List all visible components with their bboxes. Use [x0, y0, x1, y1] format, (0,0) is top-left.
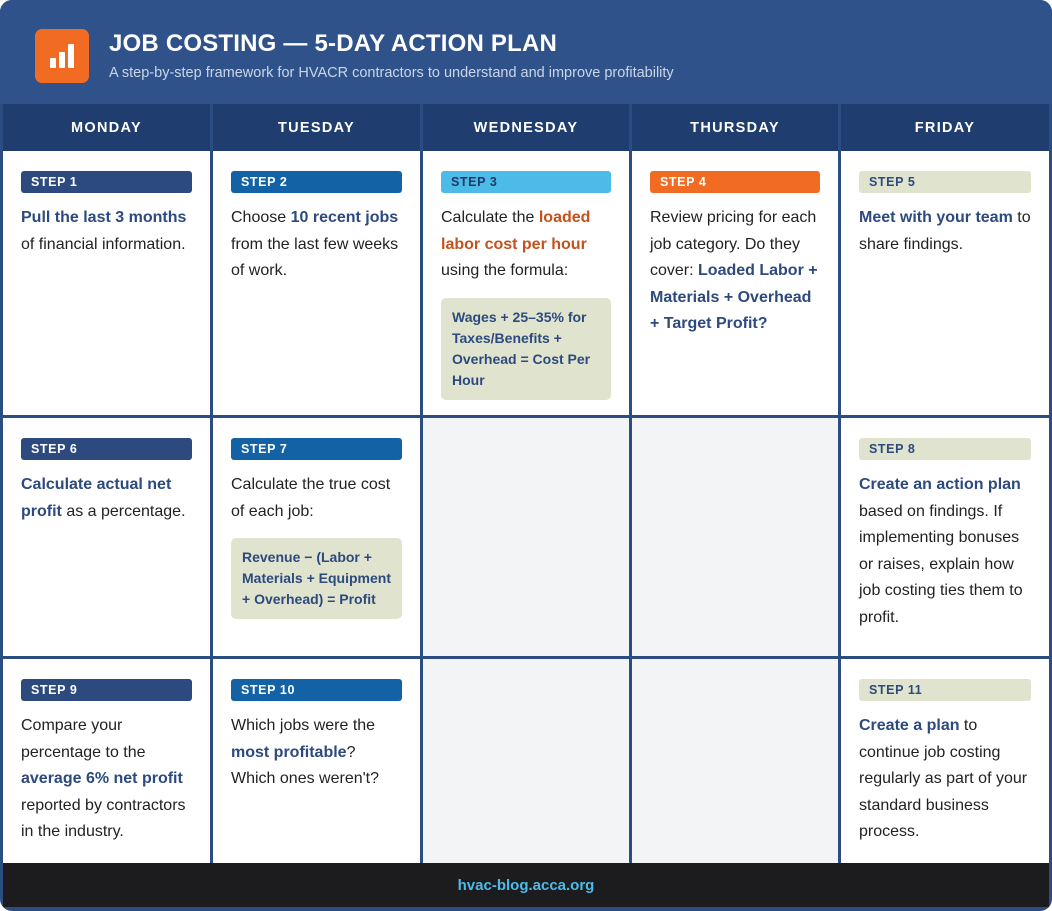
empty-cell: [423, 418, 629, 656]
step-text: Pull the last 3 months of financial information.: [21, 209, 187, 253]
day-header-thursday: THURSDAY: [632, 104, 838, 151]
step-badge: STEP 8: [859, 438, 1031, 460]
formula-box: Revenue − (Labor + Materials + Equipment + Overhead) = Profit: [231, 538, 402, 619]
step-badge: STEP 6: [21, 438, 192, 460]
step-text: Create a plan to continue job costing regularly as part of your standard business process.: [859, 717, 1028, 840]
page-subtitle: A step-by-step framework for HVACR contractors to understand and improve profitability: [109, 65, 674, 81]
step-8-cell: [841, 418, 1049, 656]
step-text: Compare your percentage to the average 6% net profit reported by contractors in the industry.: [21, 717, 186, 840]
empty-cell: [632, 418, 838, 656]
step-text: Which jobs were the most profitable? Which ones weren't?: [231, 717, 380, 787]
step-badge: STEP 10: [231, 679, 402, 701]
step-badge: STEP 5: [859, 171, 1031, 193]
page-title: JOB COSTING — 5-DAY ACTION PLAN: [109, 30, 558, 57]
day-header-tuesday: TUESDAY: [213, 104, 420, 151]
step-1-cell: [3, 151, 210, 415]
step-badge: STEP 7: [231, 438, 402, 460]
step-text: Calculate actual net profit as a percentage.: [21, 476, 186, 520]
step-text: Calculate the loaded labor cost per hour using the formula:: [441, 209, 591, 279]
plan-grid: [3, 104, 1049, 863]
step-text: Calculate the true cost of each job:: [231, 476, 391, 520]
day-header-wednesday: WEDNESDAY: [423, 104, 629, 151]
step-badge: STEP 1: [21, 171, 192, 193]
empty-cell: [632, 659, 838, 863]
step-badge: STEP 11: [859, 679, 1031, 701]
step-4-cell: [632, 151, 838, 415]
step-badge: STEP 4: [650, 171, 820, 193]
empty-cell: [423, 659, 629, 863]
step-9-cell: [3, 659, 210, 863]
step-text: Choose 10 recent jobs from the last few weeks of work.: [231, 209, 399, 279]
step-7-cell: [213, 418, 420, 656]
step-10-cell: [213, 659, 420, 863]
step-3-cell: [423, 151, 629, 415]
day-header-friday: FRIDAY: [841, 104, 1049, 151]
step-text: Review pricing for each job category. Do they cover: Loaded Labor + Materials + Overhead + Target Profit?: [650, 209, 818, 332]
step-badge: STEP 2: [231, 171, 402, 193]
step-6-cell: [3, 418, 210, 656]
step-5-cell: [841, 151, 1049, 415]
bar-chart-icon: [35, 29, 89, 83]
day-header-monday: MONDAY: [3, 104, 210, 151]
footer: [3, 863, 1049, 907]
step-text: Create an action plan based on findings. If implementing bonuses or raises, explain how job costing ties them to profit.: [859, 476, 1023, 626]
step-2-cell: [213, 151, 420, 415]
header: [0, 0, 1052, 104]
step-badge: STEP 3: [441, 171, 611, 193]
formula-box: Wages + 25–35% for Taxes/Benefits + Overhead = Cost Per Hour: [441, 298, 611, 400]
step-11-cell: [841, 659, 1049, 863]
logo-bar: [68, 44, 74, 68]
logo-bar: [50, 58, 56, 68]
footer-url: hvac-blog.acca.org: [457, 876, 595, 894]
step-badge: STEP 9: [21, 679, 192, 701]
logo-bar: [59, 52, 65, 68]
step-text: Meet with your team to share findings.: [859, 209, 1031, 253]
